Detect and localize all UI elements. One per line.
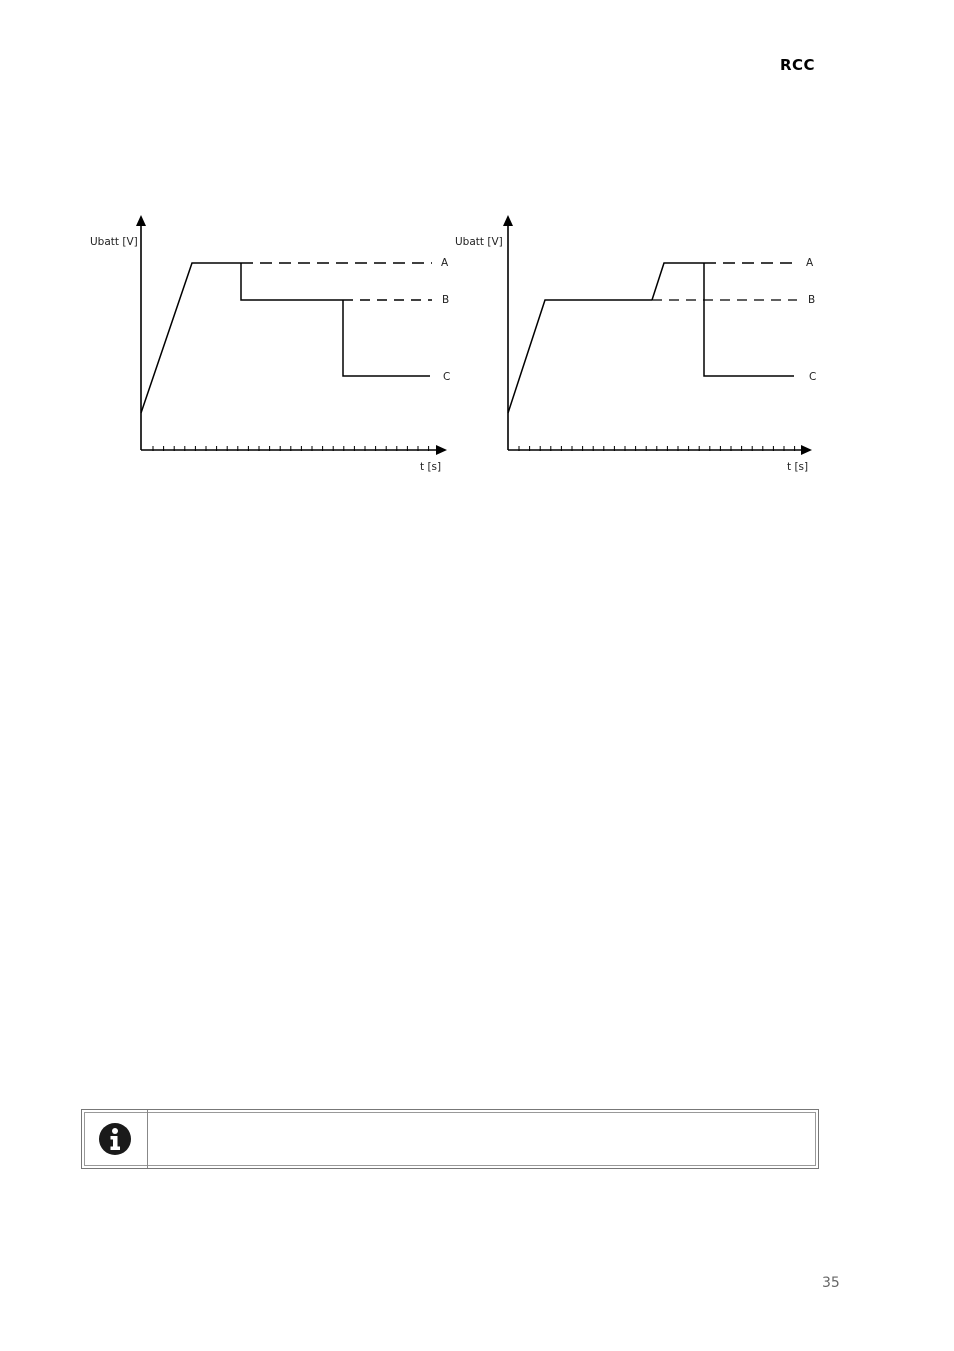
y-axis-label: Ubatt [V] (455, 236, 503, 248)
curve-drop-c (704, 263, 794, 376)
x-axis-label: t [s] (420, 461, 442, 473)
y-axis-arrow (136, 215, 146, 226)
info-icon (98, 1122, 132, 1156)
curve-ramp (141, 263, 241, 413)
level-label-a: A (441, 257, 449, 269)
x-axis-arrow (801, 445, 812, 455)
level-label-b: B (442, 294, 450, 306)
note-text (148, 1110, 818, 1168)
level-label-b: B (808, 294, 816, 306)
y-axis-label: Ubatt [V] (90, 236, 138, 248)
curve-drop-c (343, 300, 430, 376)
charts-svg (70, 205, 850, 495)
curve-drop-b (241, 263, 343, 300)
level-label-c: C (443, 371, 451, 383)
header-brand: RCC (780, 56, 816, 74)
chart-left (90, 215, 450, 473)
curve-ramp (508, 300, 652, 413)
x-axis-label: t [s] (787, 461, 809, 473)
charts-figure (70, 205, 850, 495)
level-label-a: A (806, 257, 814, 269)
y-axis-arrow (503, 215, 513, 226)
level-label-c: C (809, 371, 817, 383)
x-axis-arrow (436, 445, 447, 455)
info-note-box (81, 1109, 819, 1169)
note-icon-cell (82, 1110, 148, 1168)
page-number: 35 (822, 1275, 840, 1291)
curve-rise-a (652, 263, 704, 300)
chart-right (455, 215, 816, 473)
